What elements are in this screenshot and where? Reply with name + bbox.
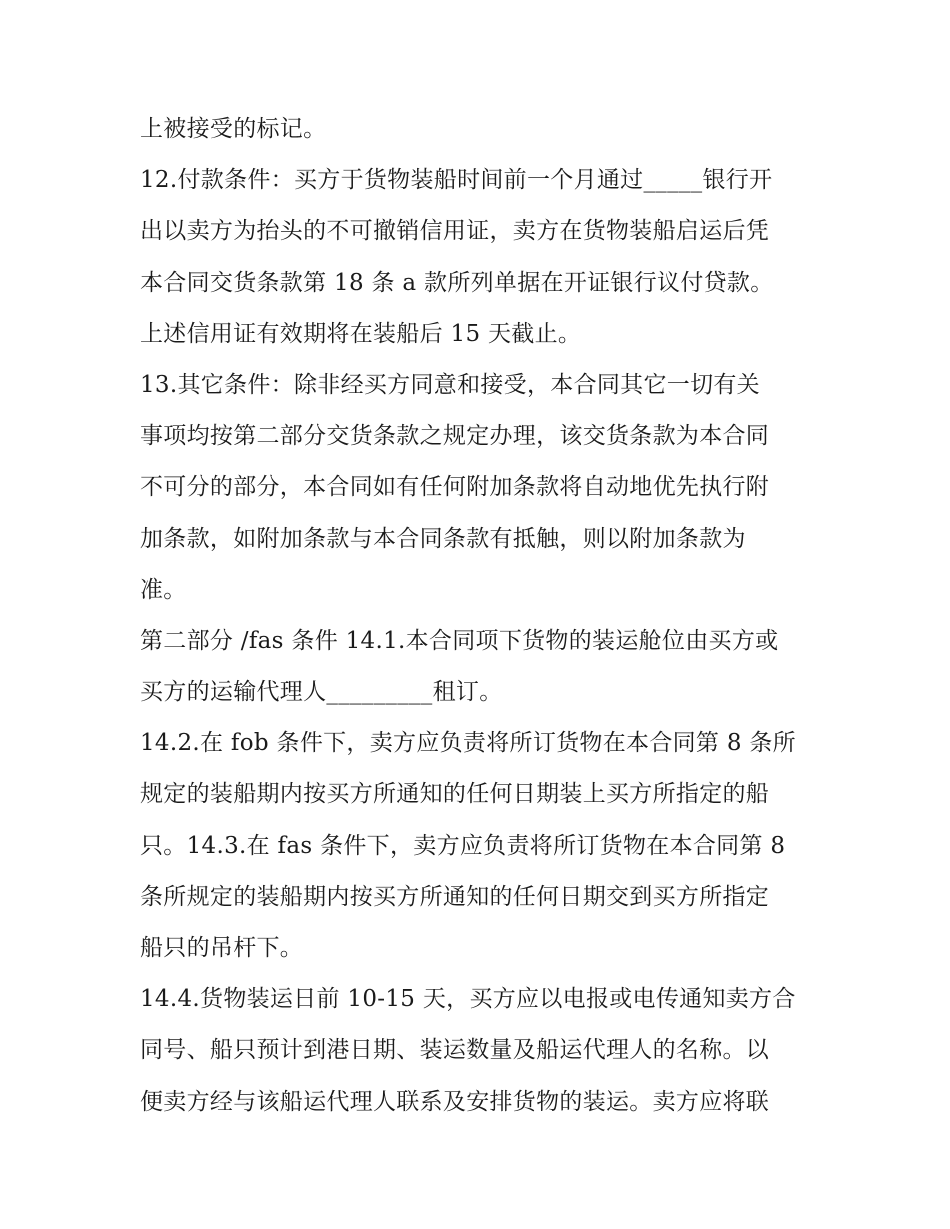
text-line-14: 规定的装船期内按买方所通知的任何日期装上买方所指定的船 — [140, 781, 770, 808]
text-line-1: 上被接受的标记。 — [140, 116, 327, 142]
text-line-4: 本合同交货条款第 18 条 a 款所列单据在开证银行议付贷款。 — [140, 269, 774, 296]
text-line-6: 13.其它条件：除非经买方同意和接受，本合同其它一切有关 — [140, 371, 760, 398]
text-line-2: 12.付款条件：买方于货物装船时间前一个月通过_____银行开 — [140, 167, 773, 194]
text-line-10: 准。 — [140, 576, 187, 603]
text-line-20: 便卖方经与该船运代理人联系及安排货物的装运。卖方应将联 — [140, 1088, 770, 1115]
text-line-8: 不可分的部分，本合同如有任何附加条款将自动地优先执行附 — [140, 474, 770, 501]
document-body — [140, 104, 820, 1128]
text-line-13: 14.2.在 fob 条件下，卖方应负责将所订货物在本合同第 8 条所 — [140, 730, 796, 757]
text-line-12: 买方的运输代理人_________租订。 — [140, 679, 503, 706]
text-line-5: 上述信用证有效期将在装船后 15 天截止。 — [140, 320, 582, 347]
text-line-16: 条所规定的装船期内按买方所通知的任何日期交到买方所指定 — [140, 883, 770, 910]
text-line-19: 同号、船只预计到港日期、装运数量及船运代理人的名称。以 — [140, 1037, 770, 1064]
text-line-11: 第二部分 /fas 条件 14.1.本合同项下货物的装运舱位由买方或 — [140, 627, 779, 654]
text-line-9: 加条款，如附加条款与本合同条款有抵触，则以附加条款为 — [140, 525, 746, 552]
text-line-17: 船只的吊杆下。 — [140, 935, 304, 961]
text-line-3: 出以卖方为抬头的不可撤销信用证，卖方在货物装船启运后凭 — [140, 218, 770, 245]
text-line-7: 事项均按第二部分交货条款之规定办理，该交货条款为本合同 — [140, 423, 770, 450]
text-line-15: 只。14.3.在 fas 条件下，卖方应负责将所订货物在本合同第 8 — [140, 832, 786, 859]
text-line-18: 14.4.货物装运日前 10-15 天，买方应以电报或电传通知卖方合 — [140, 986, 796, 1013]
